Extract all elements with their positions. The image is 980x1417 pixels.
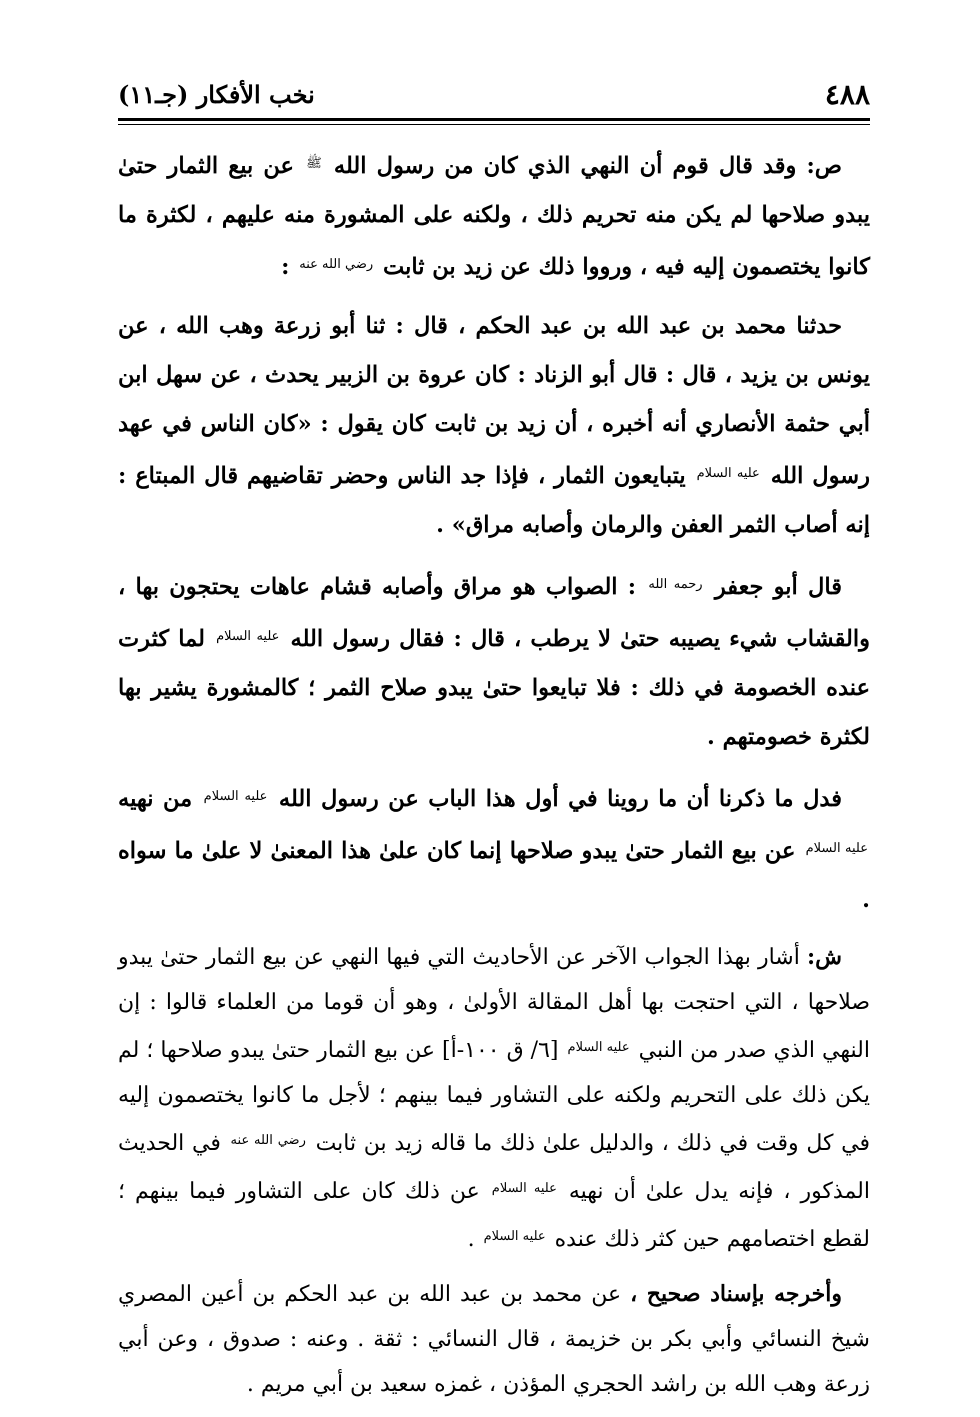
paragraph-label-shin: ش: (807, 944, 842, 970)
page-header (118, 72, 870, 112)
salawat-honorific-icon: ﷺ (306, 156, 322, 171)
text-segment: وقد قال قوم أن النهي الذي كان من رسول الله (333, 153, 797, 179)
paragraph-isnad (118, 1272, 870, 1407)
paragraph-abu-jafar (118, 560, 870, 762)
text-segment: لما كثرت عنده الخصومة في ذلك : فلا تبايعوا حتىٰ يبدو صلاح الثمر ؛ كالمشورة يشير بها لكثرة خصومتهم . (118, 626, 870, 750)
text-segment: من نهيه (118, 786, 193, 812)
alayhi-salam-honorific-icon: عليه السلام (203, 789, 268, 804)
page-number: ٤٨٨ (824, 78, 870, 111)
paragraph-hadith-chain (118, 302, 870, 550)
text-segment: عن ذلك كان على التشاور فيما بينهم ؛ لقطع اختصامهم حين كثر ذلك عنده (118, 1179, 870, 1252)
text-segment: عن محمد بن عبد الله بن عبد الحكم بن أعين المصري شيخ النسائي وأبي بكر بن خزيمة ، قال النسائي : ثقة . وعنه : صدوق ، وعن أبي زرعة وهب الله بن راشد الحجري المؤذن ، غمزه سعيد بن أبي مريم . (118, 1282, 870, 1397)
rahimahullah-honorific-icon: رحمه الله (648, 577, 703, 592)
alayhi-salam-honorific-icon: عليه السلام (483, 1229, 546, 1244)
running-title: نخب الأفكار (جـ١١) (118, 80, 315, 109)
text-segment: عن بيع الثمار حتىٰ يبدو صلاحها إنما كان علىٰ هذا المعنىٰ لا علىٰ ما سواه . (118, 838, 870, 913)
paragraph-commentary-shin (118, 935, 870, 1262)
paragraph-label-sad: ص: (806, 153, 842, 179)
header-rule-thin (118, 124, 870, 125)
alayhi-salam-honorific-icon: عليه السلام (491, 1181, 557, 1196)
alayhi-salam-honorific-icon: عليه السلام (805, 841, 868, 856)
book-page (118, 72, 870, 1397)
text-segment: يتبايعون الثمار ، فإذا جد الناس وحضر تقاضيهم قال المبتاع : إنه أصاب الثمر العفن والرمان وأصابه مراق» . (118, 463, 870, 538)
text-segment: : (281, 254, 290, 280)
text-segment: : الصواب هو مراق وأصابه قشام عاهات يحتجون بها ، والقشاب شيء يصيبه حتىٰ لا يرطب ، قال : فقال رسول الله (118, 574, 870, 652)
radiallahu-honorific-icon: رضي الله عنه (299, 257, 374, 272)
paragraph-text-sad (118, 139, 870, 292)
alayhi-salam-honorific-icon: عليه السلام (696, 466, 760, 481)
paragraph-conclusion (118, 772, 870, 925)
text-segment: حدثنا محمد بن عبد الله بن عبد الحكم ، قال : ثنا أبو زرعة وهب الله ، عن يونس بن يزيد ، قال : قال أبو الزناد : كان عروة بن الزبير يحدث ، عن سهل ابن أبي حثمة الأنصاري أنه أخبره ، أن زيد بن ثابت كان يقول : «كان الناس في عهد رسول الله (118, 313, 870, 489)
text-segment: في الحديث المذكور ، فإنه يدل علىٰ أن نهيه (118, 1131, 870, 1204)
page-body (118, 139, 870, 1407)
text-segment: عن بيع الثمار حتىٰ يبدو صلاحها لم يكن منه تحريم ذلك ، ولكنه على المشورة منه عليهم ، لكثرة ما كانوا يختصمون إليه فيه ، ورووا ذلك عن زيد بن ثابت (118, 153, 870, 280)
radiallahu-honorific-icon: رضي الله عنه (230, 1133, 306, 1148)
alayhi-salam-honorific-icon: عليه السلام (216, 629, 280, 644)
text-segment: قال أبو جعفر (714, 574, 843, 600)
paragraph-label-isnad: وأخرجه بإسناد صحيح ، (630, 1281, 843, 1307)
text-segment: [٦/ ق ١٠٠-أ] عن بيع الثمار حتىٰ يبدو صلاحها ؛ لم يكن ذلك على التحريم ولكنه على التشاور فيما بينهم ؛ لأجل ما كانوا يختصمون إليه في كل وقت في ذلك ، والدليل علىٰ ذلك ما قاله زيد بن ثابت (118, 1038, 870, 1156)
text-segment: أشار بهذا الجواب الآخر عن الأحاديث التي فيها النهي عن بيع الثمار حتىٰ يبدو صلاحها ، التي احتجت بها أهل المقالة الأولىٰ ، وهو أن قوما من العلماء قالوا : إن النهي الذي صدر من النبي (118, 945, 870, 1063)
header-rule-thick (118, 118, 870, 121)
text-segment: فدل ما ذكرنا أن ما روينا في أول هذا الباب عن رسول الله (278, 786, 842, 812)
text-segment: . (467, 1227, 475, 1252)
alayhi-salam-honorific-icon: عليه السلام (567, 1040, 630, 1055)
